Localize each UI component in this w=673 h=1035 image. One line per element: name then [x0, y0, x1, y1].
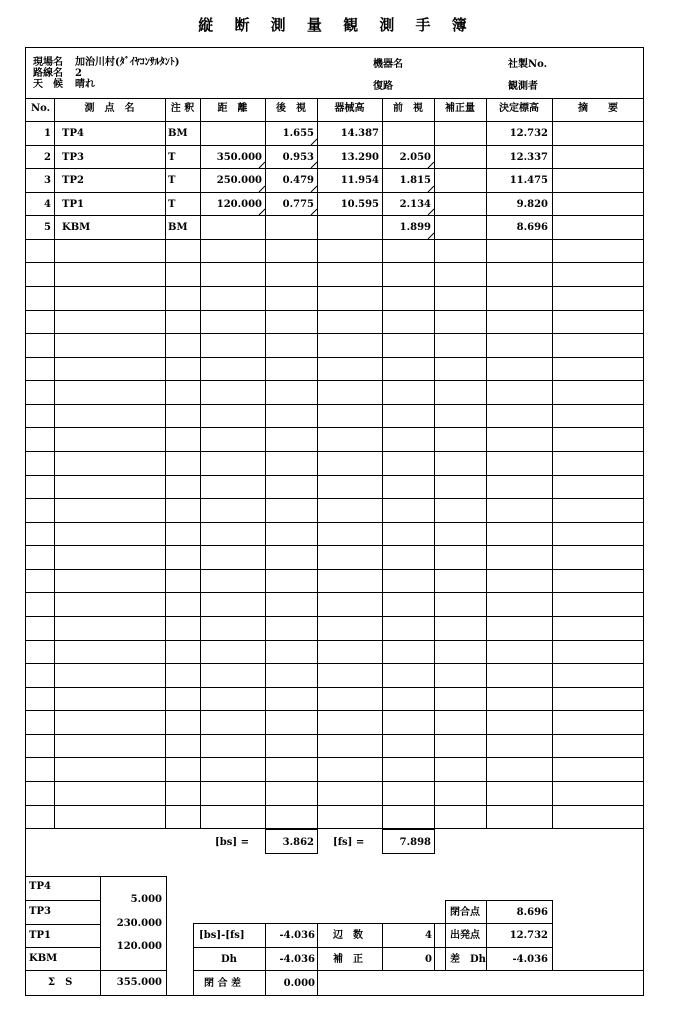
page-title: 縦 断 測 量 観 測 手 簿 [198, 16, 475, 34]
closure-value: 0.000 [283, 978, 315, 989]
row-elevation: 12.732 [509, 128, 548, 139]
closure-label: 閉 合 差 [204, 978, 241, 989]
row-instrument-height: 10.595 [340, 199, 379, 210]
bs-total-label: [bs] = [215, 837, 249, 848]
observer-label: 観測者 [508, 81, 538, 92]
dh-label: Dh [221, 954, 237, 965]
summary-column-line [193, 923, 194, 995]
row-note: T [168, 152, 176, 163]
summary-column-line [434, 923, 435, 971]
tick-mark [311, 162, 317, 168]
row-note: BM [168, 222, 188, 233]
fs-total-label: [fs] = [333, 837, 365, 848]
row-point: KBM [62, 222, 91, 233]
row-distance: 250.000 [216, 175, 262, 186]
col-foresight: 前 視 [393, 103, 423, 114]
maker-label: 社製No. [508, 59, 548, 70]
correction-label: 補 正 [333, 954, 363, 965]
row-no: 5 [44, 222, 51, 233]
row-elevation: 8.696 [516, 222, 548, 233]
row-note: BM [168, 128, 188, 139]
weather-label: 天 候 [33, 79, 63, 90]
row-elevation: 9.820 [516, 199, 548, 210]
tick-mark [259, 162, 265, 168]
col-note: 注 釈 [170, 103, 195, 114]
col-instrument-height: 器械高 [334, 103, 365, 114]
row-note: T [168, 175, 176, 186]
row-elevation: 11.475 [509, 175, 548, 186]
tick-mark [428, 233, 434, 239]
tick-mark [428, 162, 434, 168]
summary-row-line [25, 924, 100, 925]
summary-row-line [25, 970, 166, 971]
dh-value: -4.036 [279, 954, 315, 965]
start-point-label: 出発点 [450, 930, 480, 941]
closing-point-label: 閉合点 [450, 907, 480, 918]
tick-mark [259, 186, 265, 192]
start-point-value: 12.732 [509, 930, 548, 941]
row-no: 3 [44, 175, 51, 186]
row-distance: 350.000 [216, 152, 262, 163]
row-instrument-height: 14.387 [340, 128, 379, 139]
row-point: TP3 [62, 152, 84, 163]
instrument-label: 機器名 [373, 59, 403, 70]
summary-column-line [166, 876, 167, 995]
diff-dh-label: 差 Dh [450, 954, 486, 965]
summary-point: KBM [29, 953, 58, 964]
col-remarks: 摘 要 [578, 103, 618, 114]
summary-distance: 120.000 [116, 941, 162, 952]
row-no: 4 [44, 199, 51, 210]
row-point: TP2 [62, 175, 84, 186]
summary-column-line [317, 923, 318, 995]
correction-value: 0 [425, 954, 432, 965]
row-point: TP4 [62, 128, 84, 139]
row-elevation: 12.337 [509, 152, 548, 163]
site-label: 現場名 [33, 57, 63, 68]
col-point-name: 測 点 名 [84, 103, 135, 114]
diff-label: [bs]-[fs] [199, 930, 245, 941]
sides-label: 辺 数 [333, 930, 363, 941]
diff-dh-value: -4.036 [512, 954, 548, 965]
weather-value: 晴れ [75, 79, 95, 90]
row-point: TP1 [62, 199, 84, 210]
summary-row-line [25, 900, 100, 901]
site-value: 加治川村(ﾀﾞｲﾔｺﾝｻﾙﾀﾝﾄ) [75, 57, 180, 68]
col-correction: 補正量 [445, 103, 475, 114]
col-distance: 距 離 [217, 103, 248, 114]
return-label: 復路 [373, 81, 393, 92]
bs-total-value: 3.862 [282, 837, 314, 848]
summary-distance: 230.000 [116, 918, 162, 929]
sum-label: Σ S [48, 977, 73, 988]
row-backsight: 0.775 [282, 199, 314, 210]
row-backsight: 0.953 [282, 152, 314, 163]
tick-mark [311, 139, 317, 145]
row-foresight: 2.050 [399, 152, 431, 163]
row-backsight: 0.479 [282, 175, 314, 186]
tick-mark [311, 209, 317, 215]
summary-row-line [193, 947, 552, 948]
summary-row-line [445, 900, 552, 901]
summary-row-line [25, 876, 166, 877]
row-foresight: 2.134 [399, 199, 431, 210]
row-instrument-height: 11.954 [340, 175, 379, 186]
summary-point: TP1 [29, 930, 51, 941]
row-no: 2 [44, 152, 51, 163]
row-backsight: 1.655 [282, 128, 314, 139]
closing-point-value: 8.696 [516, 907, 548, 918]
summary-point: TP4 [29, 881, 51, 892]
col-no: No. [30, 103, 51, 114]
fs-total-value: 7.898 [399, 837, 431, 848]
diff-value: -4.036 [279, 930, 315, 941]
summary-point: TP3 [29, 906, 51, 917]
tick-mark [259, 209, 265, 215]
summary-row-line [25, 947, 100, 948]
row-no: 1 [44, 128, 51, 139]
row-instrument-height: 13.290 [340, 152, 379, 163]
tick-mark [311, 186, 317, 192]
col-backsight: 後 視 [276, 103, 306, 114]
sum-value: 355.000 [116, 977, 162, 988]
row-distance: 120.000 [216, 199, 262, 210]
tick-mark [428, 209, 434, 215]
summary-row-line [193, 923, 552, 924]
route-value: 2 [75, 68, 82, 79]
row-foresight: 1.815 [399, 175, 431, 186]
row-foresight: 1.899 [399, 222, 431, 233]
tick-mark [428, 186, 434, 192]
summary-row-line [193, 970, 644, 971]
summary-column-line [552, 900, 553, 971]
summary-distance: 5.000 [130, 894, 162, 905]
col-elevation: 決定標高 [499, 103, 539, 114]
sides-value: 4 [425, 930, 432, 941]
route-label: 路線名 [33, 68, 63, 79]
summary-column-line [445, 900, 446, 971]
row-note: T [168, 199, 176, 210]
